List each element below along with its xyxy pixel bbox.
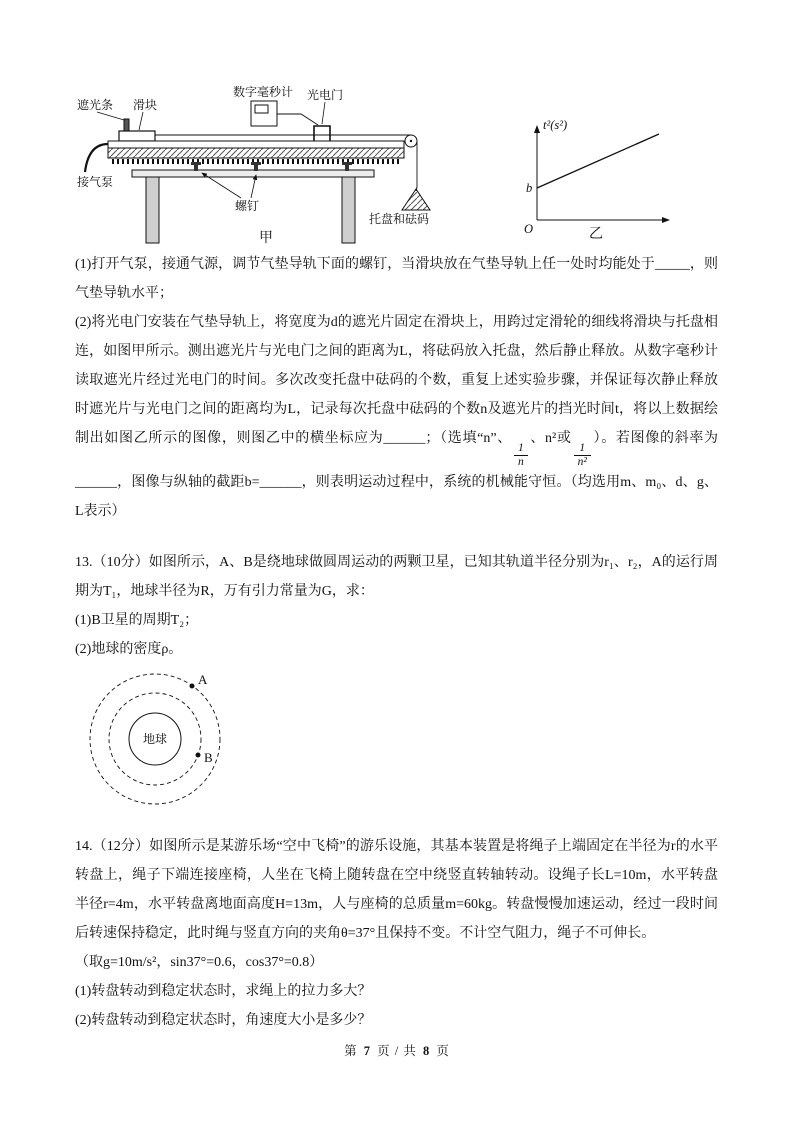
step2-text-1: (2)将光电门安装在气垫导轨上，将宽度为d的遮光片固定在滑块上，用跨过定滑轮的细线将滑块与托盘相连，如图甲所示。测出遮光片与光电门之间的距离为L，将砝码放入托盘，然后静止释放。从数字毫秒计读取遮光片经过光电门的时间。多次改变托盘中砝码的个数，重复上述实验步骤，并保证每次静止释放时遮光片与光电门之间的距离均为L，记录每次托盘中砝码的个数n及遮光片的挡光时间t，将以上数据绘制出如图乙所示的图像，则图乙中的横坐标应为______；（选填“n”、 [75, 315, 718, 446]
pulley [405, 135, 417, 147]
photogate-leader-line [322, 102, 325, 124]
table-leg-left [146, 177, 159, 243]
q13-item-1: (1)B卫星的周期T₂； [75, 613, 199, 629]
fraction-denominator: n [517, 455, 524, 468]
q14-item-2: (2)转盘转动到稳定状态时，角速度大小是多少？ [75, 1013, 372, 1029]
photogate-frame [314, 126, 330, 141]
timer-wire [277, 114, 318, 125]
page-footer [75, 1041, 718, 1061]
footer-separator: / [394, 1044, 399, 1059]
screw-label: 螺钉 [235, 199, 260, 213]
graph-figure [519, 114, 677, 242]
slider-block [119, 119, 155, 141]
fraction-numerator: 1 [514, 442, 528, 456]
timer-label: 数字毫秒计 [232, 85, 294, 99]
fraction-one-over-n-squared [574, 442, 591, 468]
table-leg-right [342, 177, 355, 243]
air-track [108, 141, 404, 162]
slider-label: 滑块 [133, 98, 158, 112]
data-line [537, 134, 659, 188]
footer-text: 共 [403, 1044, 416, 1059]
intercept-label: b [526, 181, 533, 195]
footer-page-number: 7 [363, 1044, 370, 1059]
satellite-a-label: A [198, 672, 208, 688]
shade-strip [124, 119, 129, 132]
shade-strip-leader-line [97, 112, 124, 120]
earth-label: 地球 [142, 732, 168, 747]
y-axis-label: t²(s²) [543, 118, 568, 132]
footer-text: 页 [377, 1044, 390, 1059]
experiment-step-2 [75, 308, 718, 526]
slider-leader-line [139, 112, 143, 130]
footer-text: 第 [344, 1044, 357, 1059]
millisecond-timer [251, 101, 277, 126]
q13-item-2: (2)地球的密度ρ。 [75, 642, 183, 658]
table-top [132, 170, 374, 177]
satellite-a-dot [190, 684, 195, 689]
footer-text: 页 [436, 1044, 449, 1059]
q14-given-values: （取g=10m/s²，sin37°=0.6，cos37°=0.8） [75, 955, 324, 971]
question-13 [75, 548, 718, 810]
figure-jia-caption: 甲 [259, 231, 273, 246]
footer-total-pages: 8 [423, 1044, 430, 1059]
figure-row [75, 84, 718, 250]
pump-label: 接气泵 [77, 175, 114, 189]
q14-stem: 14.（12分）如图所示是某游乐场“空中飞椅”的游乐设施，其基本装置是将绳子上端固定在半径为r的水平转盘上，绳子下端连接座椅，人坐在飞椅上随转盘在空中绕竖直转轴转动。设绳子长L=10m，水平转盘半径r=4m，水平转盘离地面高度H=13m，人与座椅的总质量m=60kg。转盘慢慢加速运动，经过一段时间后转速保持稳定，此时绳与竖直方向的夹角θ=37°且保持不变。不计空气阻力，绳子不可伸长。 [75, 839, 718, 942]
apparatus-figure [75, 84, 467, 250]
satellite-b-dot [196, 753, 201, 758]
shade-strip-label: 遮光条 [77, 98, 114, 112]
question-14 [75, 832, 718, 1035]
tray-and-weights [402, 187, 430, 210]
fraction-denominator: n² [577, 455, 587, 468]
step2-text-2: 、n²或 [529, 431, 572, 446]
origin-label: O [524, 222, 534, 236]
experiment-step-1: (1)打开气泵，接通气源，调节气垫导轨下面的螺钉，当滑块放在气垫导轨上任一处时均能处于_____，则气垫导轨水平； [75, 257, 718, 301]
pump-hose [85, 144, 108, 172]
figure-yi-caption: 乙 [589, 227, 603, 242]
orbit-figure [77, 668, 257, 810]
step2-text-3: ）。若图像的斜率为______，图像与纵轴的截距b=______，则表明运动过程中，系统的机械能守恒。（均选用m、m₀、d、g、L表示） [75, 431, 719, 520]
fraction-numerator: 1 [574, 442, 591, 456]
q13-stem: 13.（10分）如图所示，A、B是绕地球做圆周运动的两颗卫星，已知其轨道半径分别为r₁、r₂，A的运行周期为T₁，地球半径为R，万有引力常量为G，求： [75, 555, 718, 600]
photogate-label: 光电门 [307, 88, 344, 102]
screw-arrow-middle [251, 175, 256, 198]
tray-label: 托盘和砝码 [369, 212, 430, 226]
q14-item-1: (1)转盘转动到稳定状态时，求绳上的拉力多大？ [75, 984, 372, 1000]
fraction-one-over-n [514, 442, 528, 468]
satellite-b-label: B [204, 750, 213, 766]
